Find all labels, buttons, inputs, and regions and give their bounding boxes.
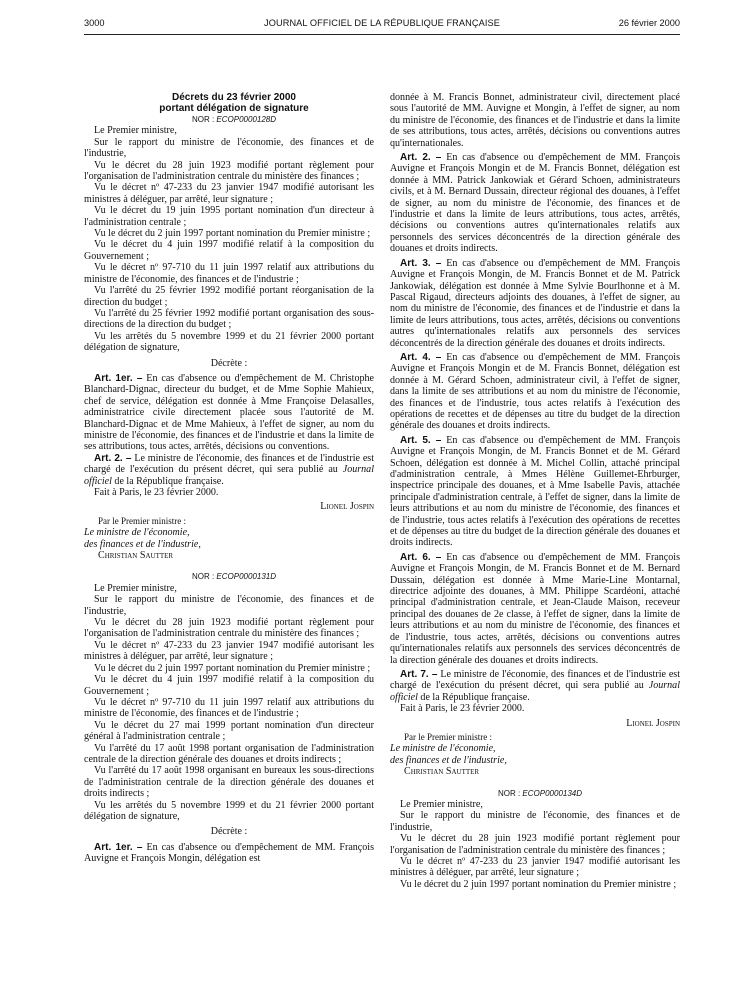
decree2-para: Sur le rapport du ministre de l'économie, des finances et de l'industrie, [84, 594, 374, 617]
decree1-para: Vu le décret du 28 juin 1923 modifié portant règlement pour l'organisation de l'administration centrale du ministère des finances ; [84, 159, 374, 183]
fait-date-2: Fait à Paris, le 23 février 2000. [400, 703, 525, 715]
decree3-para: Le Premier ministre, [400, 798, 483, 810]
decree2-para: Vu l'arrêté du 17 août 1998 organisant en bureaux les sous-directions de l'administration centrale de la direction générale des douanes et droits indirects ; [84, 765, 374, 800]
decree1-para: Vu le décret du 2 juin 1997 portant nomination du Premier ministre ; [94, 228, 371, 240]
article-6b: Art. 6. – En cas d'absence ou d'empêchement de MM. François Auvigne et François Mongin, de M. Francis Bonnet et de M. Bernard Dussain, délégation est donnée à Mme Marie-Line Montarnal, directrice adjointe des douanes, à MM. Philippe Scardéoni, attaché principal d'administration centrale, et Jean-Claude Maison, receveur principal des douanes de 2e classe, à l'effet de signer, dans la limite de leurs attributions et au nom du ministre de l'économie, des finances et de l'industrie, tous actes, arrêtés, décisions ou conventions autres qu'internationales relatifs aux personnels des services déconcentrés de la direction générale des douanes et droits indirects. [390, 551, 680, 666]
decree-subtitle: portant délégation de signature [159, 103, 309, 114]
decree3-para: Vu le décret nº 47-233 du 23 janvier 1947 modifié autorisant les ministres à déléguer, par arrêté, leur signature ; [390, 856, 680, 879]
decree1-para: Le Premier ministre, [94, 125, 177, 137]
article-4b: Art. 4. – En cas d'absence ou d'empêchement de MM. François Auvigne et François Mongin et de M. Francis Bonnet, délégation est donnée à M. Gérard Schoen, administrateur civil, à l'effet de signer, dans la limite de ses attributions et au nom du ministre de l'économie, des finances et de l'industrie, tous actes relatifs à l'exécution des opérations de recettes et de dépenses au titre du budget de la direction générale des douanes et droits indirects. [390, 351, 680, 432]
decree3-para: Vu le décret du 2 juin 1997 portant nomination du Premier ministre ; [400, 878, 677, 890]
journal-title: JOURNAL OFFICIEL DE LA RÉPUBLIQUE FRANÇAISE [264, 18, 500, 28]
decrete-heading: Décrète : [210, 357, 248, 369]
decree2-para: Vu le décret nº 47-233 du 23 janvier 1947 modifié autorisant les ministres à déléguer, par arrêté, leur signature ; [84, 639, 374, 663]
minister-title: Le ministre de l'économie, [84, 527, 190, 539]
decree1-para: Vu l'arrêté du 25 février 1992 modifié portant organisation des sous-directions de la direction du budget ; [84, 307, 374, 331]
par-premier-ministre: Par le Premier ministre : [98, 515, 186, 526]
article-1: Art. 1er. – En cas d'absence ou d'empêchement de M. Christophe Blanchard-Dignac, directeur du budget, et de Mme Sophie Mahieux, chef de service, délégation est donnée à Mme Françoise Delasalles, administratrice civile directement placée sous l'autorité de M. Blanchard-Dignac et de Mme Mahieux, à l'effet de signer, au nom du ministre de l'économie, des finances et de l'industrie et dans la limite de ses attributions, tous actes, arrêtés, décisions ou conventions. [84, 372, 374, 453]
issue-date: 26 février 2000 [618, 18, 680, 28]
minister-name-2: Christian Sautter [404, 766, 480, 778]
signatory: Lionel Jospin [320, 501, 374, 513]
decree2-para: Vu les arrêtés du 5 novembre 1999 et du 21 février 2000 portant délégation de signature, [84, 799, 374, 822]
article-2b: Art. 2. – En cas d'absence ou d'empêchement de MM. François Auvigne et François Mongin et de M. Francis Bonnet, délégation est donnée à MM. Patrick Jankowiak et Gérard Schoen, administrateurs civils, et à M. Bernard Dussain, directeur régional des douanes, à l'effet de signer, au nom du ministre de l'économie, des finances et de l'industrie et dans la limite de leurs attributions, tous actes, arrêtés, décisions ou conventions autres qu'internationales relatifs aux personnels des services déconcentrés de la direction générale des douanes et droits indirects. [390, 152, 680, 255]
decree2-para: Vu le décret du 4 juin 1997 modifié relatif à la composition du Gouvernement ; [84, 674, 374, 697]
minister-title-2: des finances et de l'industrie, [84, 538, 201, 550]
decree2-para: Vu le décret du 28 juin 1923 modifié portant règlement pour l'organisation de l'administration centrale du ministère des finances ; [84, 617, 374, 640]
decree-title: Décrets du 23 février 2000 [172, 92, 296, 103]
nor-reference-1: NOR : ECOP0000128D [191, 115, 277, 124]
decree1-para: Sur le rapport du ministre de l'économie, des finances et de l'industrie, [84, 136, 374, 160]
decree1-para: Vu le décret du 4 juin 1997 modifié relatif à la composition du Gouvernement ; [84, 239, 374, 262]
article-7b: Art. 7. – Le ministre de l'économie, des finances et de l'industrie est chargé de l'exécution du présent décret, qui sera publié au Journal officiel de la République française. [390, 668, 680, 703]
decree2-para: Vu le décret du 2 juin 1997 portant nomination du Premier ministre ; [94, 662, 371, 674]
header-rule [84, 34, 680, 35]
decree1-para: Vu les arrêtés du 5 novembre 1999 et du 21 février 2000 portant délégation de signature, [84, 330, 374, 354]
decree1-para: Vu le décret nº 97-710 du 11 juin 1997 relatif aux attributions du ministre de l'économie, des finances et de l'industrie ; [84, 262, 374, 285]
article-5b: Art. 5. – En cas d'absence ou d'empêchement de MM. François Auvigne et François Mongin, de M. Francis Bonnet et de M. Gérard Schoen, délégation est donnée à M. Michel Collin, attaché principal d'administration centrale, à Mmes Hélène Guillemet-Ehrburger, inspectrice principale des douanes, et à Mme Isabelle Pavis, attachée principale d'administration centrale, à l'effet de signer, dans la limite de leurs attributions et au nom du ministre de l'économie, des finances et de l'industrie, tous actes relatifs à l'exécution des opérations de recettes et de dépenses au titre du budget de la direction générale des douanes et droits indirects. [390, 434, 680, 549]
decree3-para: Vu le décret du 28 juin 1923 modifié portant règlement pour l'organisation de l'administration centrale du ministère des finances ; [390, 833, 680, 856]
minister-title-b: Le ministre de l'économie, [390, 743, 496, 755]
fait-date: Fait à Paris, le 23 février 2000. [94, 487, 219, 498]
decree1-para: Vu le décret nº 47-233 du 23 janvier 1947 modifié autorisant les ministres à déléguer, par arrêté, leur signature ; [84, 182, 374, 205]
minister-name: Christian Sautter [98, 550, 174, 562]
par-premier-ministre-2: Par le Premier ministre : [404, 731, 492, 742]
left-column [84, 92, 374, 865]
decree1-para: Vu le décret du 19 juin 1995 portant nomination d'un directeur à l'administration centrale ; [84, 205, 374, 228]
right-column [390, 92, 680, 890]
decree2-para: Vu l'arrêté du 17 août 1998 portant organisation de l'administration centrale de la direction générale des douanes et droits indirects ; [84, 742, 374, 765]
decree1-para: Vu l'arrêté du 25 février 1992 modifié portant réorganisation de la direction du budget ; [84, 285, 374, 308]
decree2-para: Vu le décret du 27 mai 1999 portant nomination d'un directeur général à l'administration centrale ; [84, 719, 374, 743]
decrete-heading-2: Décrète : [210, 826, 248, 838]
nor-reference-3: NOR : ECOP0000134D [497, 788, 583, 798]
minister-title-b2: des finances et de l'industrie, [390, 754, 507, 766]
decree2-para: Vu le décret nº 97-710 du 11 juin 1997 relatif aux attributions du ministre de l'économie, des finances et de l'industrie ; [84, 696, 374, 720]
signatory-2: Lionel Jospin [626, 717, 680, 729]
article-1b: Art. 1er. – En cas d'absence ou d'empêchement de MM. François Auvigne et François Mongin, délégation est [84, 841, 374, 865]
nor-reference-2: NOR : ECOP0000131D [191, 572, 277, 582]
article-1b-continuation: donnée à M. Francis Bonnet, administrateur civil, directement placé sous l'autorité de MM. Auvigne et Mongin, à l'effet de signer, au nom du ministre de l'économie, des finances et de l'industrie et dans la limite de ses attributions, tous actes, arrêtés, décisions ou conventions autres qu'internationales. [390, 92, 680, 149]
running-header [84, 18, 680, 34]
decree2-para: Le Premier ministre, [94, 582, 177, 594]
decree3-para: Sur le rapport du ministre de l'économie, des finances et de l'industrie, [390, 810, 680, 833]
page-number: 3000 [84, 18, 105, 28]
article-3b: Art. 3. – En cas d'absence ou d'empêchement de MM. François Auvigne et François Mongin, de M. Francis Bonnet et de M. Patrick Jankowiak, délégation est donnée à Mme Sylvie Bourlhonne et à M. Pascal Rigaud, directeurs adjoints des douanes, à l'effet de signer, au nom du ministre de l'économie, des finances et de l'industrie et dans la limite de leurs attributions, tous actes, arrêtés, décisions ou conventions autres qu'internationales relatifs aux personnels des services déconcentrés de la direction générale des douanes et droits indirects. [390, 257, 680, 349]
article-2: Art. 2. – Le ministre de l'économie, des finances et de l'industrie est chargé de l'exécution du présent décret, qui sera publié au Journal officiel de la République française. [84, 452, 374, 487]
